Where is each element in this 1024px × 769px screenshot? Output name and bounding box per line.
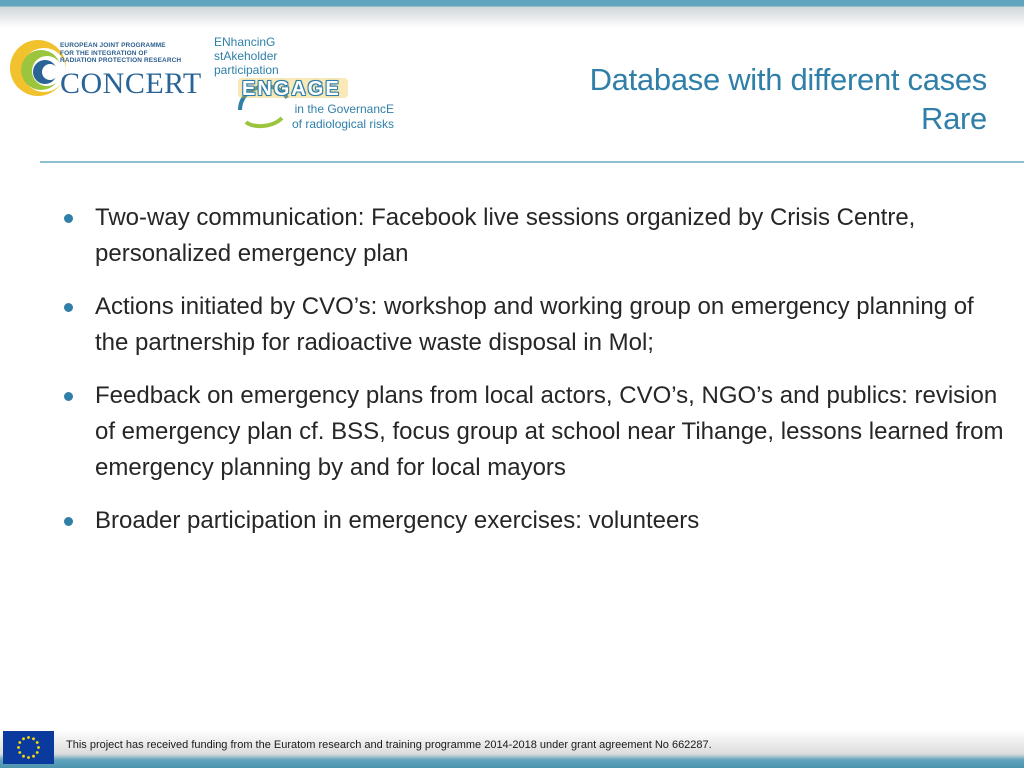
bullet-item: Two-way communication: Facebook live sessions organized by Crisis Centre, personalized emergency plan (62, 200, 1012, 272)
bullet-dot-icon (64, 214, 73, 223)
bullet-list (62, 200, 1012, 556)
engage-governance-text: in the GovernancE of radiological risks (292, 102, 395, 131)
title-divider (40, 161, 1024, 163)
funding-notice: This project has received funding from the Euratom research and training programme 2014-2018 under grant agreement No 662287. (66, 739, 712, 751)
eu-flag-icon (3, 731, 54, 764)
engage-tagline: ENhancinG stAkeholder participation (214, 35, 279, 77)
engage-wordmark: ENGAGE (242, 78, 341, 100)
bullet-dot-icon (64, 517, 73, 526)
concert-wordmark: CONCERT (60, 67, 202, 100)
slide-title (590, 60, 987, 138)
bullet-item: Feedback on emergency plans from local actors, CVO’s, NGO’s and publics: revision of emergency plan cf. BSS, focus group at school near Tihange, lessons learned from emergency planning by and for local mayors (62, 378, 1012, 486)
concert-programme-text: EUROPEAN JOINT PROGRAMME FOR THE INTEGRATION OF RADIATION PROTECTION RESEARCH (60, 42, 182, 64)
eu-stars-icon (3, 731, 54, 764)
concert-logo (8, 30, 213, 105)
bullet-dot-icon (64, 392, 73, 401)
bullet-item: Actions initiated by CVO’s: workshop and working group on emergency planning of the partnership for radioactive waste disposal in Mol; (62, 289, 1012, 361)
concert-swirl-icon (8, 30, 68, 105)
engage-logo (212, 32, 412, 132)
bullet-item: Broader participation in emergency exercises: volunteers (62, 503, 1012, 539)
top-bar (0, 0, 1024, 28)
slide-title-line-1: Database with different cases (589, 62, 987, 97)
bullet-dot-icon (64, 303, 73, 312)
slide-title-line-2: Rare (921, 101, 987, 136)
